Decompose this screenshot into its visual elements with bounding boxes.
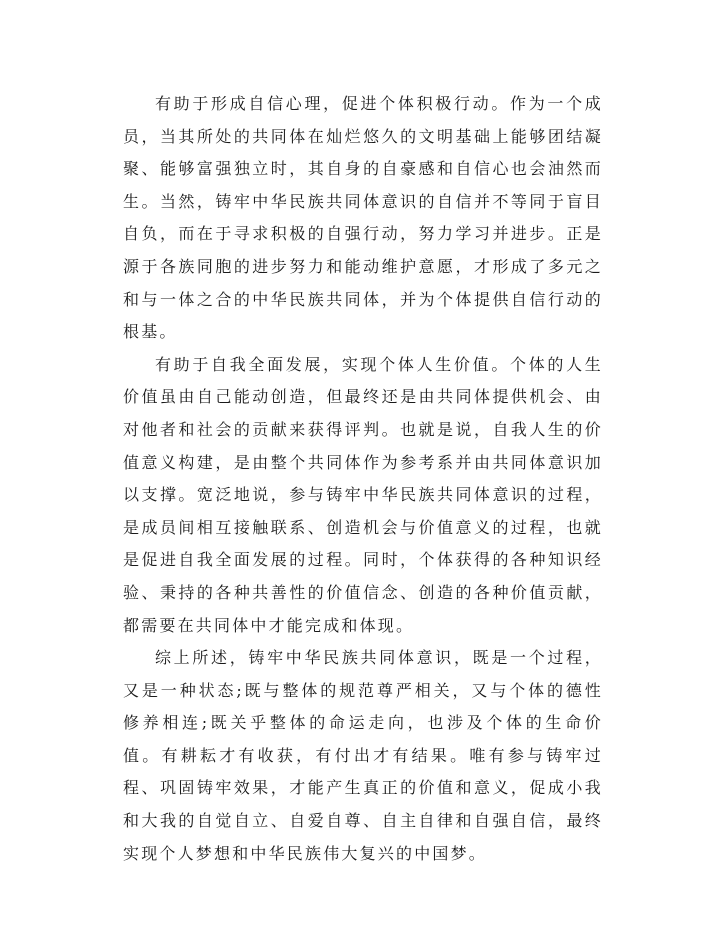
document-body [123,88,603,870]
paragraph-self-development: 有助于自我全面发展，实现个体人生价值。个体的人生价值虽由自己能动创造，但最终还是由共同体提供机会、由对他者和社会的贡献来获得评判。也就是说，自我人生的价值意义构建，是由整个共同体作为参考系并由共同体意识加以支撑。宽泛地说，参与铸牢中华民族共同体意识的过程，是成员间相互接触联系、创造机会与价值意义的过程，也就是促进自我全面发展的过程。同时，个体获得的各种知识经验、秉持的各种共善性的价值信念、创造的各种价值贡献，都需要在共同体中才能完成和体现。 [123,354,603,635]
paragraph-conclusion: 综上所述，铸牢中华民族共同体意识，既是一个过程，又是一种状态;既与整体的规范尊严相关，又与个体的德性修养相连;既关乎整体的命运走向，也涉及个体的生命价值。有耕耘才有收获，有付出才有结果。唯有参与铸牢过程、巩固铸牢效果，才能产生真正的价值和意义，促成小我和大我的自觉自立、自爱自尊、自主自律和自强自信，最终实现个人梦想和中华民族伟大复兴的中国梦。 [123,648,603,863]
paragraph-self-confidence: 有助于形成自信心理，促进个体积极行动。作为一个成员，当其所处的共同体在灿烂悠久的文明基础上能够团结凝聚、能够富强独立时，其自身的自豪感和自信心也会油然而生。当然，铸牢中华民族共同体意识的自信并不等同于盲目自负，而在于寻求积极的自强行动，努力学习并进步。正是源于各族同胞的进步努力和能动维护意愿，才形成了多元之和与一体之合的中华民族共同体，并为个体提供自信行动的根基。 [123,94,603,342]
